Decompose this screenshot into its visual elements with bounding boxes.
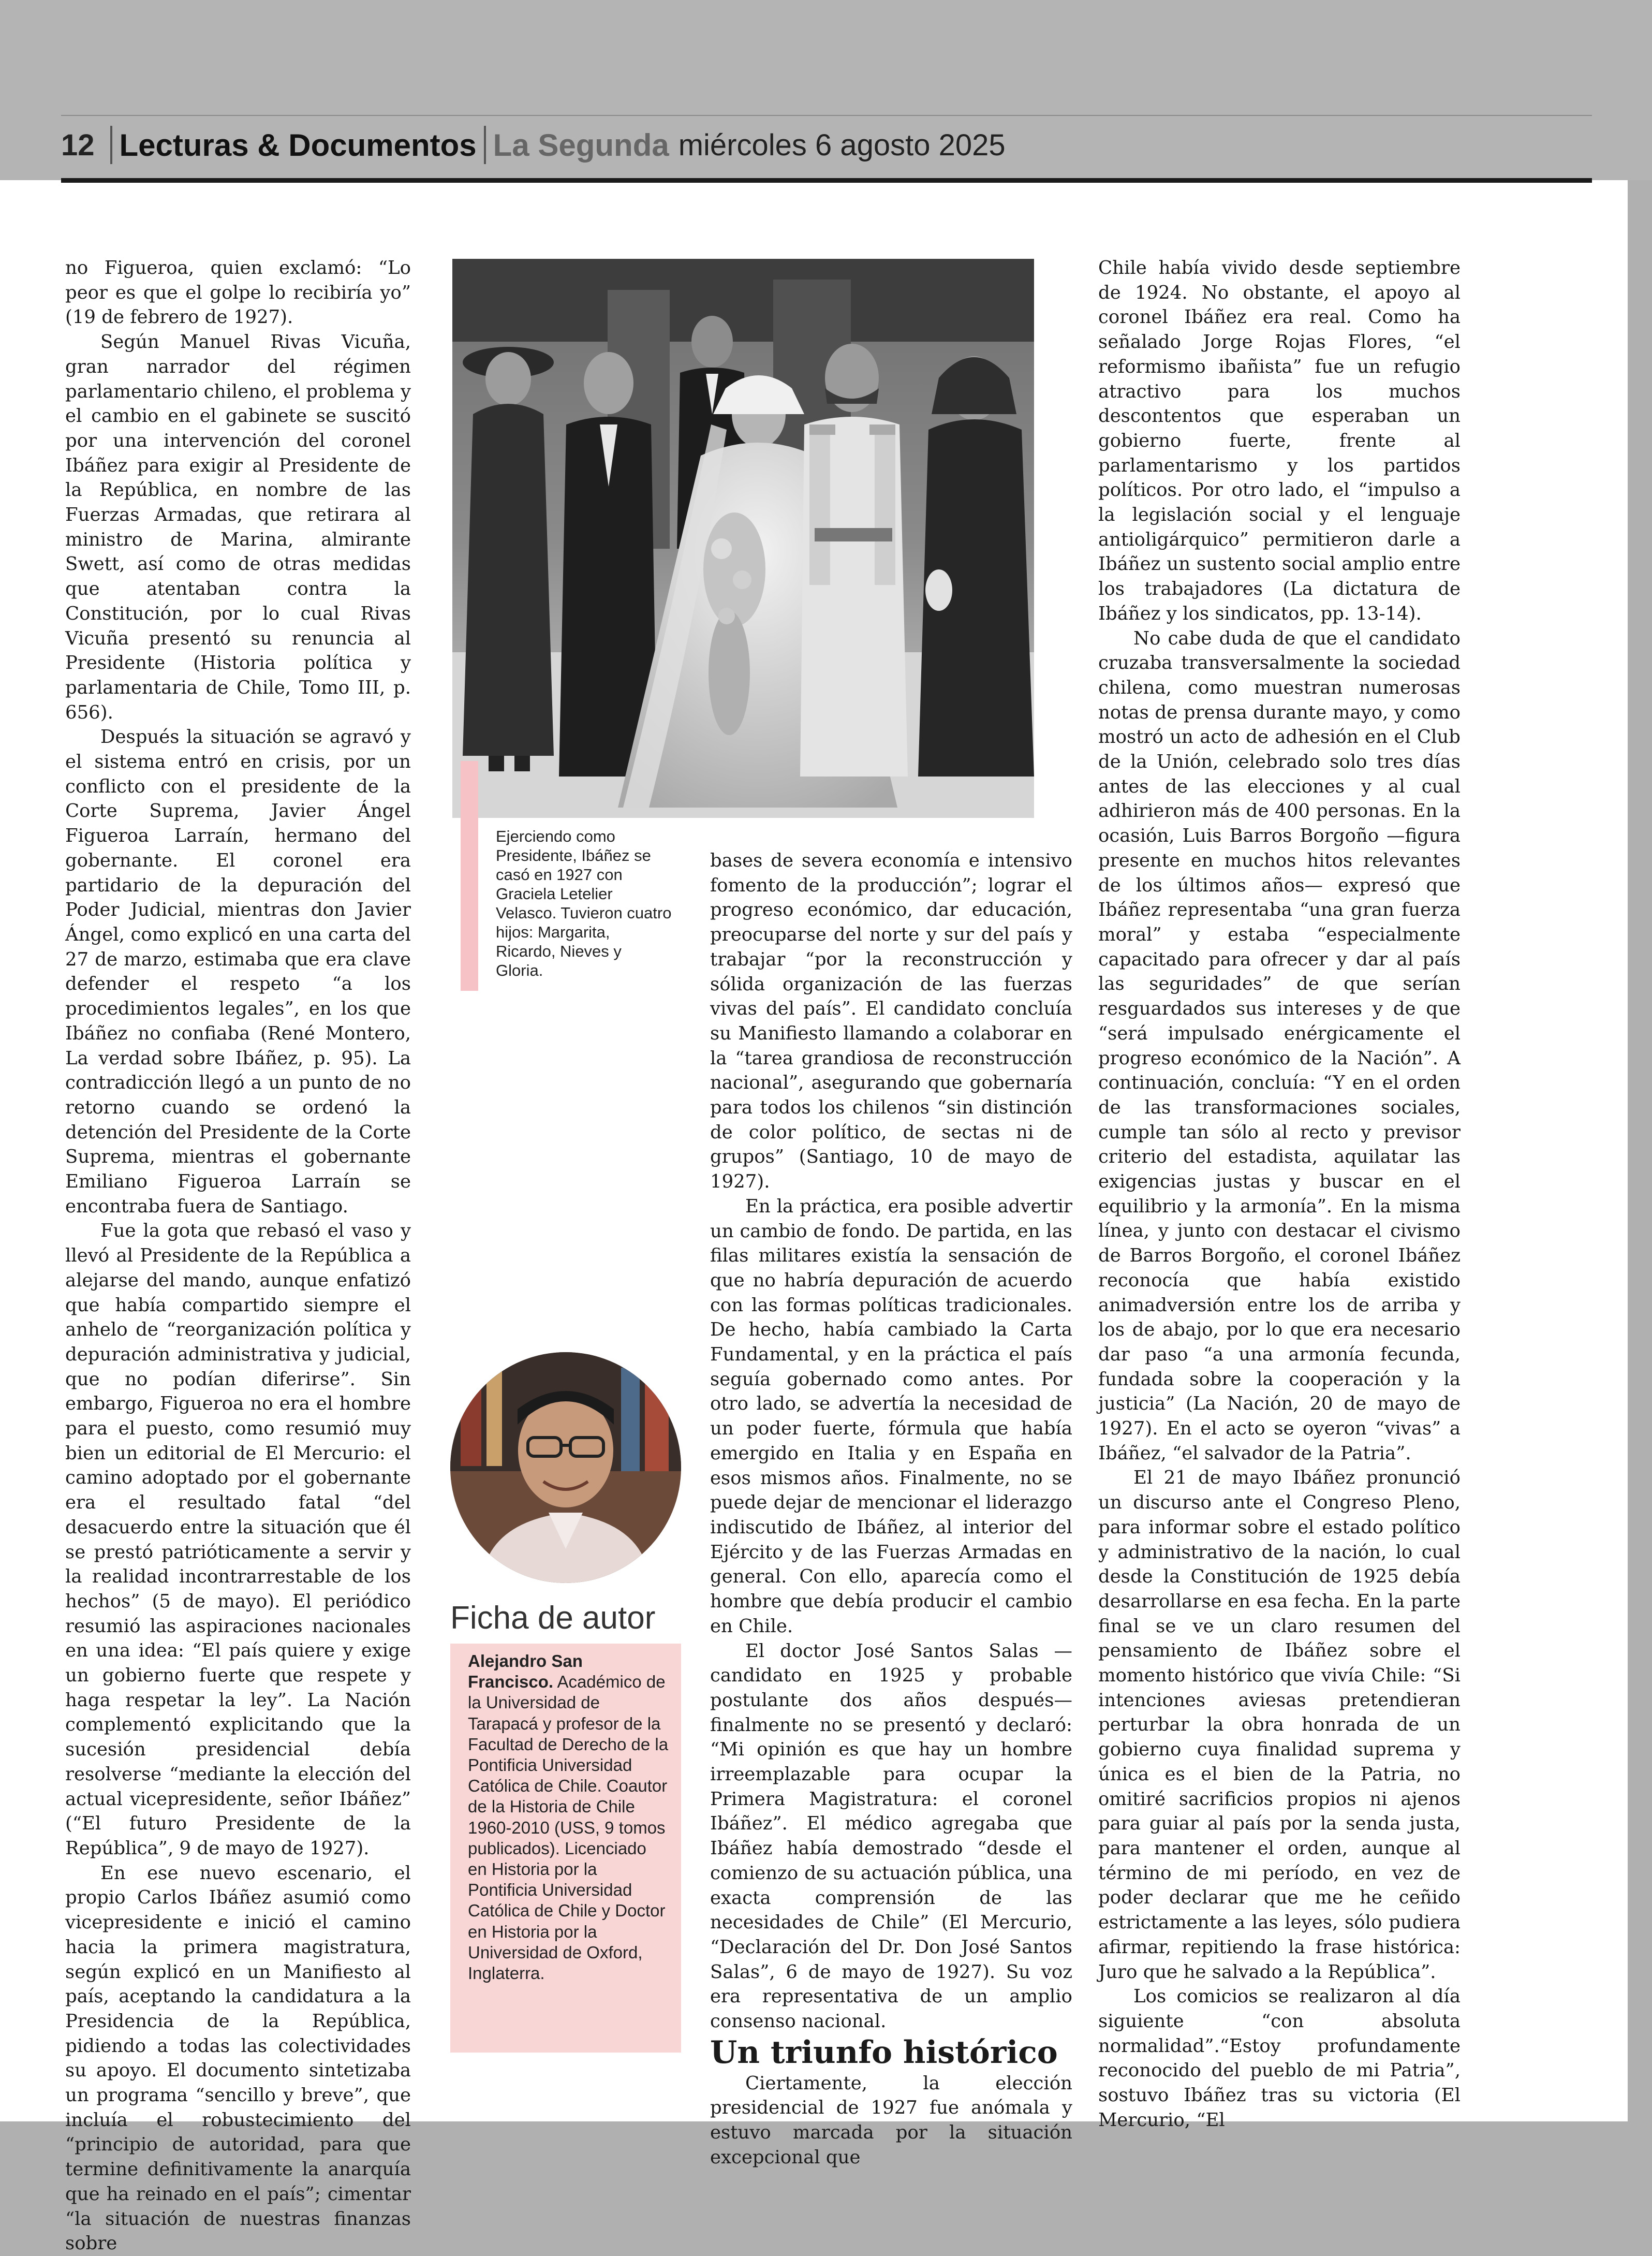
author-box: [450, 1644, 681, 2053]
wedding-photo: [452, 259, 1034, 818]
article-column-4: [1098, 256, 1461, 2132]
paragraph: Los comicios se realizaron al día siguiente “con absoluta normalidad”.“Estoy profundamente reconocido del pueblo de mi Patria”, sostuvo Ibáñez tras su victoria (El Mercurio, “El: [1098, 1986, 1461, 2131]
paragraph: bases de severa economía e intensivo fomento de la producción”; lograr el progreso económico, dar educación, preocuparse del norte y sur del país y trabajar “por la reconstrucción y sólida organización de las fuerzas vivas del país”. El candidato concluía su Manifiesto llamando a colaborar en la “tarea grandiosa de reconstrucción nacional”, asegurando que gobernaría para todos los chilenos “sin distinción de color político, de sectas ni de grupos” (Santiago, 10 de mayo de 1927).: [710, 850, 1072, 1193]
author-name: Alejandro San Francisco.: [468, 1651, 583, 1692]
masthead-divider: [484, 126, 486, 164]
paragraph: Fue la gota que rebasó el vaso y llevó al Presidente de la República a alejarse del mando, aunque enfatizó que había compartido siempre el anhelo de “reorganización política y depuración administrativa y judicial, que no podían diferirse”. Sin embargo, Figueroa no era el hombre para el puesto, como resumió muy bien un editorial de El Mercurio: el camino adoptado por el gobernante era el resultado fatal “del desacuerdo entre la situación que él se prestó patrióticamente a servir y la realidad incontrarrestable de los hechos” (5 de mayo). El periódico resumió las aspiraciones nacionales en una idea: “El país quiere y exige un gobierno fuerte que respete y haga respetar la ley”. La Nación complementó explicitando que la sucesión presidencial debía resolverse “mediante la elección del actual vicepresidente, señor Ibáñez” (“El futuro Presidente de la República”, 9 de mayo de 1927).: [65, 1220, 411, 1859]
author-box-title: Ficha de autor: [450, 1600, 656, 1636]
section-subheading: Un triunfo histórico: [710, 2034, 1058, 2071]
masthead-divider: [110, 126, 112, 164]
author-bio: Académico de la Universidad de Tarapacá y profesor de la Facultad de Derecho de la Pontificia Universidad Católica de Chile. Coautor de la Historia de Chile 1960-2010 (USS, 9 tomos publicados). Licenciado en Historia por la Pontificia Universidad Católica de Chile y Doctor en Historia por la Universidad de Oxford, Inglaterra.: [468, 1672, 669, 1983]
newspaper-name: La Segunda: [493, 127, 669, 163]
caption-accent-bar: [461, 761, 478, 991]
article-column-1: [65, 256, 411, 2256]
paragraph: En la práctica, era posible advertir un cambio de fondo. De partida, en las filas militares existía la sensación de que no habría depuración de acuerdo con las formas políticas tradicionales. De hecho, había cambiado la Carta Fundamental, y en la práctica el país seguía gobernado como antes. Por otro lado, se advertía la necesidad de un poder fuerte, fórmula que había emergido en Italia y en España en esos mismos años. Finalmente, no se puede dejar de mencionar el liderazgo indiscutido de Ibáñez, al interior del Ejército y de las Fuerzas Armadas en general. Con ello, aparecía como el hombre que debía producir el cambio en Chile.: [710, 1195, 1072, 1637]
paragraph: Después la situación se agravó y el sistema entró en crisis, por un conflicto con el presidente de la Corte Suprema, Javier Ángel Figueroa Larraín, hermano del gobernante. El coronel era partidario de la depuración del Poder Judicial, mientras don Javier Ángel, como explicó en una carta del 27 de marzo, estimaba que era clave defender el respeto “a los procedimientos legales”, en los que Ibáñez no confiaba (René Montero, La verdad sobre Ibáñez, p. 95). La contradicción llegó a un punto de no retorno cuando se ordenó la detención del Presidente de la Corte Suprema, mientras el gobernante Emiliano Figueroa Larraín se encontraba fuera de Santiago.: [65, 726, 411, 1217]
photo-caption: Ejerciendo como Presidente, Ibáñez se casó en 1927 con Graciela Letelier Velasco. Tuvieron cuatro hijos: Margarita, Ricardo, Nieves y Gloria.: [496, 827, 672, 979]
author-portrait: [450, 1352, 681, 1583]
paragraph: El 21 de mayo Ibáñez pronunció un discurso ante el Congreso Pleno, para informar sobre el estado político y administrativo de la nación, lo cual desde la Constitución de 1925 debía desarrollarse en esa fecha. En la parte final se ve un claro resumen del pensamiento de Ibáñez sobre el momento histórico que vivía Chile: “Si intenciones aviesas pretendieran perturbar la obra honrada de un gobierno cuya finalidad suprema y única es el bien de la Patria, no omitiré sacrificios propios ni ajenos para guiar al país por la senda justa, para mantener el orden, aunque al término de mi período, en vez de poder declarar que me he ceñido estrictamente a las leyes, sólo pudiera afirmar, repitiendo la frase histórica: Juro que he salvado a la República”.: [1098, 1467, 1461, 1983]
article-column-3: [710, 848, 1072, 2170]
paragraph: El doctor José Santos Salas —candidato en 1925 y probable postulante dos años después— finalmente no se presentó y declaró: “Mi opinión es que hay un hombre irreemplazable para ocupar la Primera Magistratura: el coronel Ibáñez”. El médico agregaba que Ibáñez había demostrado “desde el comienzo de su actuación pública, una exacta comprensión de las necesidades de Chile” (El Mercurio, “Declaración del Dr. Don José Santos Salas”, 6 de mayo de 1927). Su voz era representativa de un amplio consenso nacional.: [710, 1640, 1072, 2032]
paragraph: No cabe duda de que el candidato cruzaba transversalmente la sociedad chilena, como muestran numerosas notas de prensa durante mayo, y como mostró un acto de adhesión en el Club de la Unión, celebrado solo tres días antes de las elecciones y al cual adhirieron más de 400 personas. En la ocasión, Luis Barros Borgoño —figura presente en muchos hitos relevantes de los últimos años— expresó que Ibáñez representaba “una gran fuerza moral” y estaba “especialmente capacitado para ofrecer y dar al país las seguridades” de que serían resguardados sus intereses y de que “será impulsado enérgicamente el progreso económico de la Nación”. A continuación, concluía: “Y en el orden de las transformaciones sociales, cumple tan sólo al recto y previsor criterio del estadista, aquilatar las exigencias justas y buscar en el equilibrio y la armonía”. En la misma línea, y junto con destacar el civismo de Barros Borgoño, el coronel Ibáñez reconocía que había existido animadversión entre los de arriba y los de abajo, por lo que era necesario dar paso “a una armonía fecunda, fundada sobre la cooperación y la justicia” (La Nación, 20 de mayo de 1927). En el acto se oyeron “vivas” a Ibáñez, “el salvador de la Patria”.: [1098, 627, 1461, 1464]
masthead: [61, 115, 1592, 183]
page-number: 12: [61, 128, 95, 162]
paragraph: no Figueroa, quien exclamó: “Lo peor es que el golpe lo recibiría yo” (19 de febrero de 1927).: [65, 257, 411, 328]
section-title: Lecturas & Documentos: [119, 127, 477, 163]
paragraph: Ciertamente, la elección presidencial de 1927 fue anómala y estuvo marcada por la situación excepcional que: [710, 2072, 1072, 2168]
paragraph: En ese nuevo escenario, el propio Carlos Ibáñez asumió como vicepresidente e inició el camino hacia la primera magistratura, según explicó en un Manifiesto al país, aceptando la candidatura a la Presidencia de la República, pidiendo a todas las colectividades su apoyo. El documento sintetizaba un programa “sencillo y breve”, que incluía el robustecimiento del “principio de autoridad, para que termine definitivamente la anarquía que ha reinado en el país”; cimentar “la situación de nuestras finanzas sobre: [65, 1862, 411, 2254]
paragraph: Chile había vivido desde septiembre de 1924. No obstante, el apoyo al coronel Ibáñez era real. Como ha señalado Jorge Rojas Flores, “el reformismo ibañista” fue un refugio atractivo para los muchos descontentos que esperaban un gobierno fuerte, frente al parlamentarismo y los partidos políticos. Por otro lado, el “impulso a la legislación social y el lenguaje antioligárquico” permitieron darle a Ibáñez un sustento social amplio entre los trabajadores (La dictatura de Ibáñez y los sindicatos, pp. 13-14).: [1098, 257, 1461, 624]
issue-date: miércoles 6 agosto 2025: [678, 128, 1006, 162]
paragraph: Según Manuel Rivas Vicuña, gran narrador del régimen parlamentario chileno, el problema y el cambio en el gabinete se suscitó por una intervención del coronel Ibáñez para exigir al Presidente de la República, en nombre de las Fuerzas Armadas, que retirara al ministro de Marina, almirante Swett, así como de otras medidas que atentaban contra la Constitución, por lo cual Rivas Vicuña presentó su renuncia al Presidente (Historia política y parlamentaria de Chile, Tomo III, p. 656).: [65, 331, 411, 723]
